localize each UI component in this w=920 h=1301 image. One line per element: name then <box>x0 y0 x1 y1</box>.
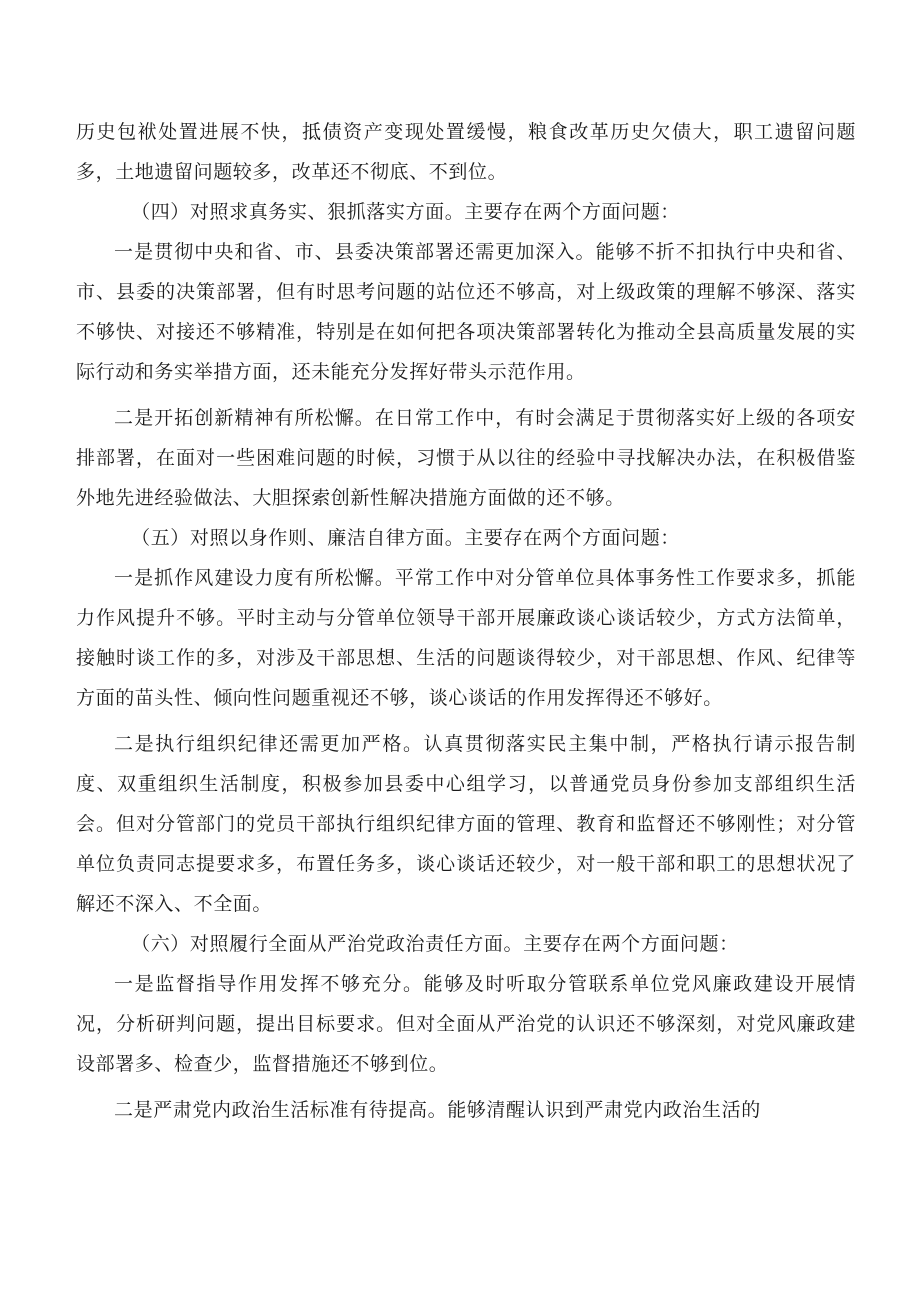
document-body <box>76 112 856 1130</box>
paragraph: 二是执行组织纪律还需更加严格。认真贯彻落实民主集中制，严格执行请示报告制度、双重组织生活制度，积极参加县委中心组学习，以普通党员身份参加支部组织生活会。但对分管部门的党员干部执行组织纪律方面的管理、教育和监督还不够刚性；对分管单位负责同志提要求多，布置任务多，谈心谈话还较少，对一般干部和职工的思想状况了解还不深入、不全面。 <box>76 733 856 915</box>
section-heading-6: （六）对照履行全面从严治党政治责任方面。主要存在两个方面问题： <box>131 933 739 955</box>
section-heading-5: （五）对照以身作则、廉洁自律方面。主要存在两个方面问题： <box>131 527 680 549</box>
paragraph: 二是开拓创新精神有所松懈。在日常工作中，有时会满足于贯彻落实好上级的各项安排部署，在面对一些困难问题的时候，习惯于从以往的经验中寻找解决办法，在积极借鉴外地先进经验做法、大胆探索创新性解决措施方面做的还不够。 <box>76 407 856 509</box>
section-heading-4: （四）对照求真务实、狠抓落实方面。主要存在两个方面问题： <box>131 201 680 223</box>
paragraph: 一是监督指导作用发挥不够充分。能够及时听取分管联系单位党风廉政建设开展情况，分析研判问题，提出目标要求。但对全面从严治党的认识还不够深刻，对党风廉政建设部署多、检查少，监督措施还不够到位。 <box>76 973 856 1075</box>
paragraph: 二是严肃党内政治生活标准有待提高。能够清醒认识到严肃党内政治生活的 <box>114 1099 761 1121</box>
paragraph-continuation: 历史包袱处置进展不快，抵债资产变现处置缓慢，粮食改革历史欠债大，职工遗留问题多，土地遗留问题较多，改革还不彻底、不到位。 <box>76 121 856 183</box>
paragraph: 一是抓作风建设力度有所松懈。平常工作中对分管单位具体事务性工作要求多，抓能力作风提升不够。平时主动与分管单位领导干部开展廉政谈心谈话较少，方式方法简单，接触时谈工作的多，对涉及干部思想、生活的问题谈得较少，对干部思想、作风、纪律等方面的苗头性、倾向性问题重视还不够，谈心谈话的作用发挥得还不够好。 <box>76 567 856 709</box>
paragraph: 一是贯彻中央和省、市、县委决策部署还需更加深入。能够不折不扣执行中央和省、市、县委的决策部署，但有时思考问题的站位还不够高，对上级政策的理解不够深、落实不够快、对接还不够精准，特别是在如何把各项决策部署转化为推动全县高质量发展的实际行动和务实举措方面，还未能充分发挥好带头示范作用。 <box>76 241 856 383</box>
